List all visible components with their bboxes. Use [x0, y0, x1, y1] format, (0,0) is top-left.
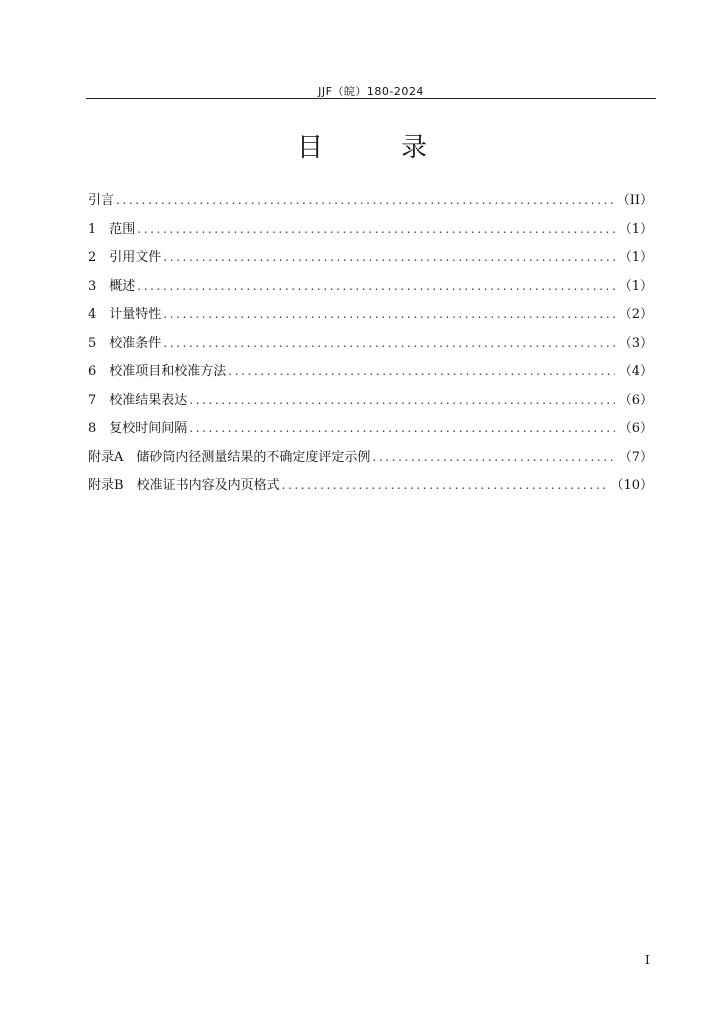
toc-entry-label: 概述: [109, 278, 136, 294]
page-number: I: [645, 953, 650, 967]
toc-entry-label: 复校时间间隔: [109, 421, 188, 436]
running-header: [86, 80, 656, 99]
toc-entry-overview[interactable]: [88, 272, 653, 301]
toc-entry-page: （10）: [610, 478, 653, 493]
toc-entry-page: （II）: [616, 193, 653, 208]
toc-leader-dots: [137, 215, 614, 244]
toc-entry-page: （3）: [618, 335, 653, 351]
toc-leader-dots: [372, 443, 614, 472]
toc-entry-label: 引言: [88, 193, 115, 208]
toc-entry-metrological-characteristics[interactable]: [88, 300, 653, 329]
toc-entry-label: 范围: [109, 221, 136, 237]
toc-entry-number: 附录B: [88, 478, 137, 493]
toc-entry-page: （1）: [618, 221, 653, 237]
toc-entry-number: 7: [88, 392, 110, 408]
toc-entry-page: （1）: [618, 278, 653, 294]
toc-leader-dots: [137, 272, 614, 301]
toc-leader-dots: [228, 357, 614, 386]
toc-leader-dots: [116, 186, 613, 215]
toc-leader-dots: [189, 386, 614, 415]
toc-entry-number: 附录A: [88, 449, 137, 465]
toc-entry-label: 校准条件: [109, 335, 162, 351]
toc-entry-foreword[interactable]: [88, 186, 653, 215]
toc-entry-calibration-results[interactable]: [88, 386, 653, 415]
toc-entry-label: 校准结果表达: [109, 392, 188, 408]
toc-entry-page: （6）: [618, 421, 653, 436]
toc-entry-page: （7）: [618, 449, 653, 465]
toc-entry-number: 8: [88, 421, 110, 436]
toc-entry-appendix-a[interactable]: [88, 443, 653, 472]
toc-entry-label: 校准项目和校准方法: [109, 364, 227, 379]
toc-entry-number: 1: [88, 221, 110, 237]
toc-entry-calibration-conditions[interactable]: [88, 329, 653, 358]
toc-leader-dots: [282, 471, 607, 500]
toc-entry-label: 计量特性: [109, 307, 162, 322]
toc-entry-calibration-items-methods[interactable]: [88, 357, 653, 386]
toc-entry-page: （1）: [618, 250, 653, 265]
toc-entry-label: 引用文件: [109, 250, 162, 265]
toc-entry-number: 2: [88, 250, 110, 265]
document-code: JJF（皖）180-2024: [318, 85, 424, 98]
toc-entry-page: （4）: [618, 364, 653, 379]
toc-entry-number: 5: [88, 335, 110, 351]
toc-entry-appendix-b[interactable]: [88, 471, 653, 500]
toc-entry-label: 校准证书内容及内页格式: [136, 478, 280, 493]
toc-entry-references[interactable]: [88, 243, 653, 272]
table-of-contents: [88, 186, 653, 500]
toc-leader-dots: [163, 329, 614, 358]
toc-leader-dots: [163, 243, 614, 272]
toc-leader-dots: [189, 414, 614, 443]
toc-entry-recalibration-interval[interactable]: [88, 414, 653, 443]
page-title: 目 录: [296, 133, 453, 163]
toc-entry-label: 储砂筒内径测量结果的不确定度评定示例: [136, 449, 371, 465]
toc-entry-page: （2）: [618, 307, 653, 322]
toc-entry-number: 4: [88, 307, 110, 322]
toc-leader-dots: [163, 300, 614, 329]
toc-entry-number: 6: [88, 364, 110, 379]
toc-entry-page: （6）: [618, 392, 653, 408]
toc-entry-scope[interactable]: [88, 215, 653, 244]
toc-entry-number: 3: [88, 278, 110, 294]
